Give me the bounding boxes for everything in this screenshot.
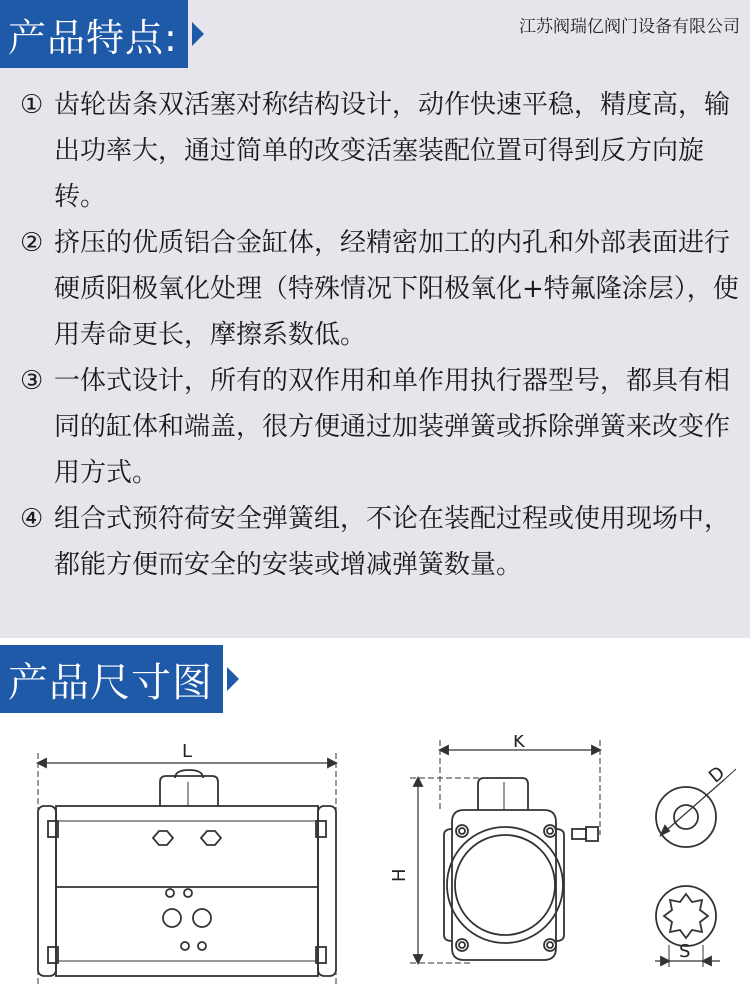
- company-name: 江苏阀瑞亿阀门设备有限公司: [519, 17, 740, 37]
- dimension-label-k: K: [513, 735, 525, 752]
- banner-arrow-icon: [227, 667, 239, 691]
- front-view: [38, 753, 336, 985]
- dimension-drawing-svg: [0, 735, 750, 994]
- dimension-label-h: H: [389, 868, 410, 882]
- feature-item-2: [20, 220, 742, 358]
- feature-number: ③: [20, 366, 44, 396]
- banner-arrow-icon: [192, 22, 204, 46]
- dimension-drawing: [0, 735, 750, 994]
- dimensions-banner: [0, 645, 239, 713]
- feature-item-1: [20, 82, 742, 220]
- features-banner: [0, 0, 204, 68]
- feature-text: 一体式设计，所有的双作用和单作用执行器型号，都具有相同的缸体和端盖，很方便通过加装弹簧或拆除弹簧来改变作用方式。: [54, 366, 731, 488]
- feature-number: ④: [20, 504, 44, 534]
- feature-text: 挤压的优质铝合金缸体，经精密加工的内孔和外部表面进行硬质阳极氧化处理（特殊情况下阳极氧化+特氟隆涂层），使用寿命更长，摩擦系数低。: [54, 228, 739, 350]
- features-title: 产品特点:: [0, 0, 188, 68]
- feature-item-3: [20, 358, 742, 496]
- feature-list: [20, 82, 742, 588]
- feature-text: 组合式预符荷安全弹簧组，不论在装配过程或使用现场中，都能方便而安全的安装或增减弹簧数量。: [54, 504, 731, 580]
- feature-text: 齿轮齿条双活塞对称结构设计，动作快速平稳，精度高，输出功率大，通过简单的改变活塞装配位置可得到反方向旋转。: [54, 90, 731, 212]
- dimension-label-s: S: [679, 941, 691, 962]
- side-view: [410, 740, 600, 963]
- feature-item-4: [20, 496, 742, 588]
- feature-number: ②: [20, 228, 44, 258]
- dimension-label-l: L: [182, 741, 193, 762]
- dimensions-title: 产品尺寸图: [0, 645, 223, 713]
- feature-number: ①: [20, 90, 44, 120]
- dimension-label-d: D: [704, 762, 730, 788]
